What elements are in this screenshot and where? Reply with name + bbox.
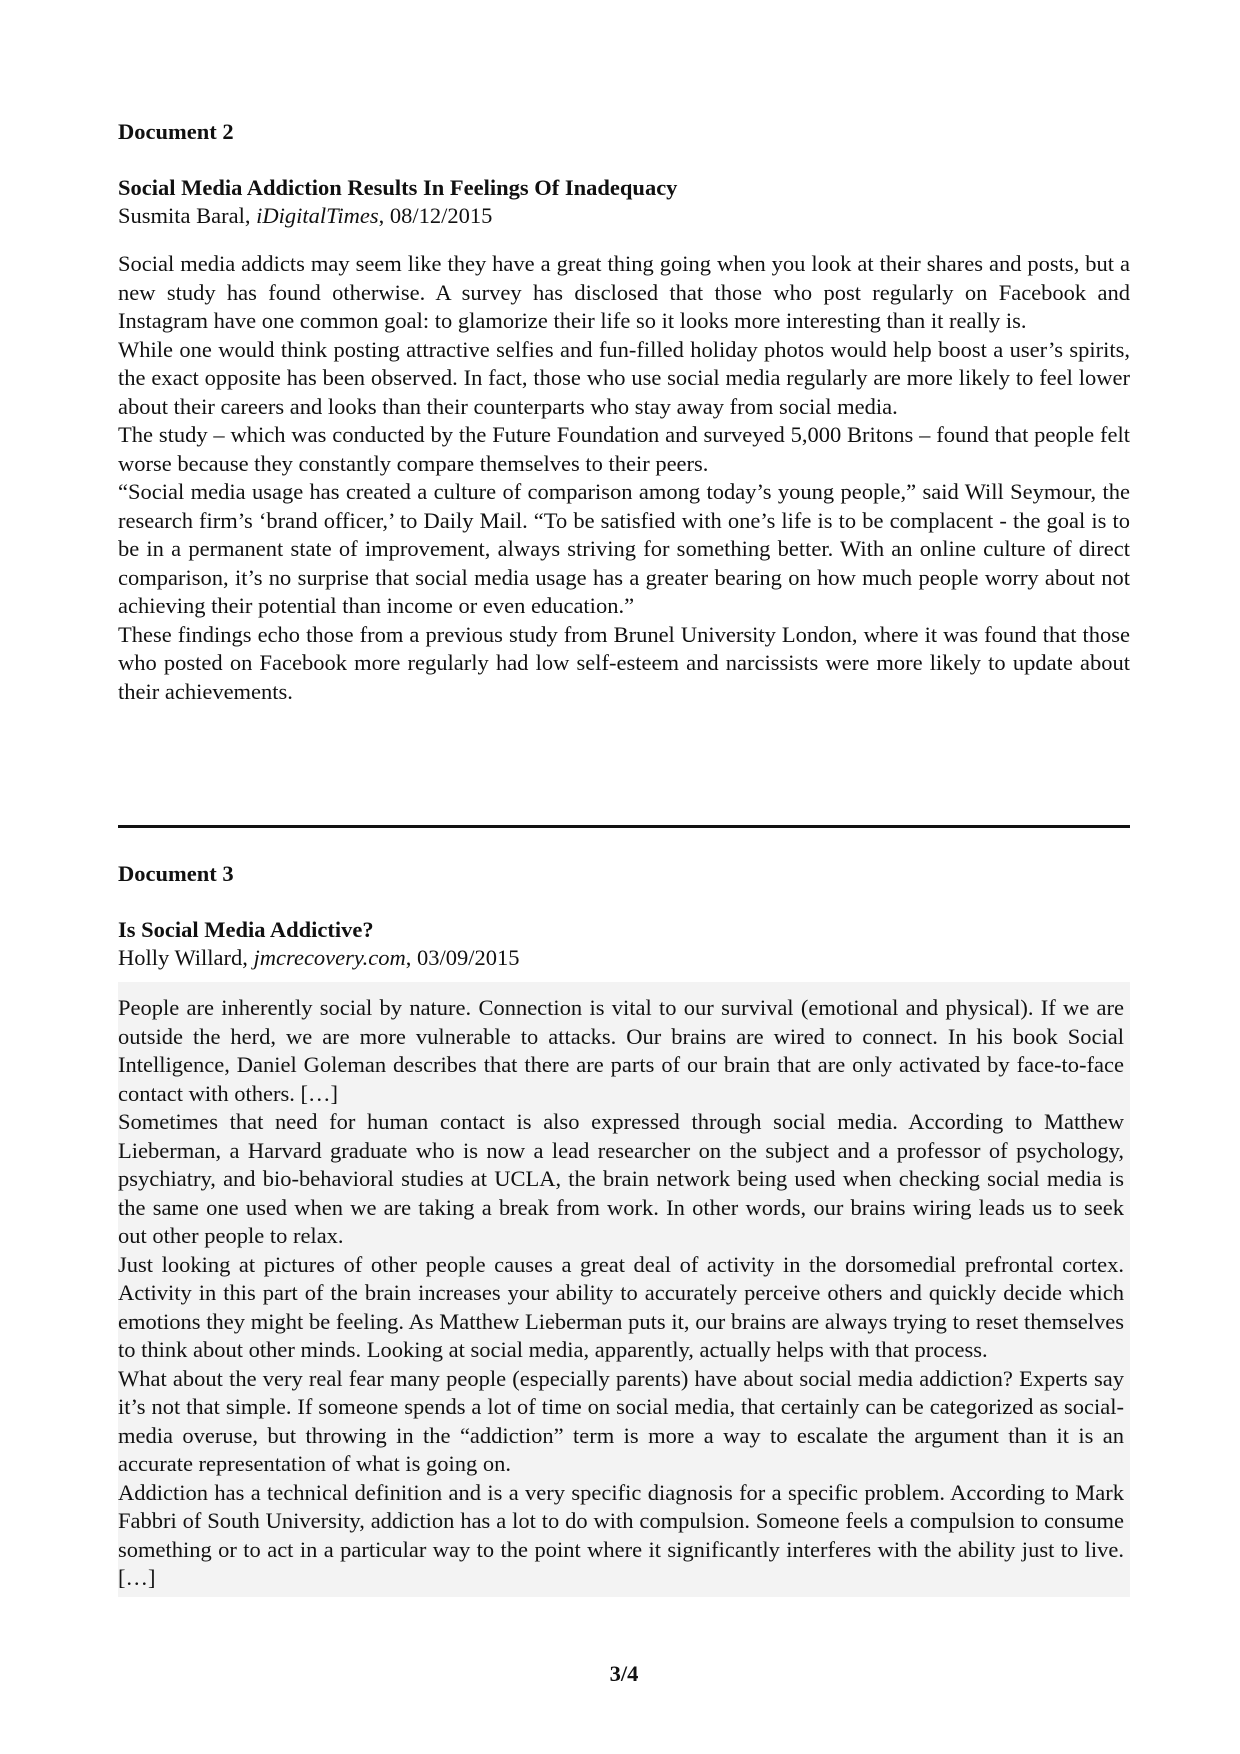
document-2-publication: iDigitalTimes [256, 203, 379, 228]
document-3-body [118, 982, 1130, 1597]
document-2-section [118, 118, 1130, 706]
document-3-author: Holly Willard, [118, 945, 254, 970]
document-3-paragraph: People are inherently social by nature. Connection is vital to our survival (emotional and physical). If we are outside the herd, we are more vulnerable to attacks. Our brains are wired to connect. In his book Social Intelligence, Daniel Goleman describes that there are parts of our brain that are only activated by face-to-face contact with others. […] [118, 995, 1124, 1106]
document-2-byline [118, 202, 1130, 230]
document-2-paragraph: While one would think posting attractive selfies and fun-filled holiday photos would help boost a user’s spirits, the exact opposite has been observed. In fact, those who use social media regularly are more likely to feel lower about their careers and looks than their counterparts who stay away from social media. [118, 336, 1130, 419]
document-2-body [118, 250, 1130, 706]
document-3-paragraph: Addiction has a technical definition and is a very specific diagnosis for a specific problem. According to Mark Fabbri of South University, addiction has a lot to do with compulsion. Someone feels a compulsion to consume something or to act in a particular way to the point where it significantly interferes with the ability just to live. […] [118, 1479, 1124, 1590]
document-3-date: , 03/09/2015 [405, 945, 520, 970]
document-3-paragraph: Sometimes that need for human contact is also expressed through social media. According to Matthew Lieberman, a Harvard graduate who is now a lead researcher on the subject and a professor of psychology, psychiatry, and bio-behavioral studies at UCLA, the brain network being used when checking social media is the same one used when we are taking a break from work. In other words, our brains wiring leads us to seek out other people to relax. [118, 1109, 1124, 1248]
document-page [118, 0, 1130, 1754]
document-3-paragraph: What about the very real fear many people (especially parents) have about social media addiction? Experts say it’s not that simple. If someone spends a lot of time on social media, that certainly can be categorized as social-media overuse, but throwing in the “addiction” term is more a way to escalate the argument than it is an accurate representation of what is going on. [118, 1365, 1124, 1476]
document-2-date: , 08/12/2015 [378, 203, 493, 228]
document-2-label: Document 2 [118, 119, 234, 144]
document-2-paragraph: Social media addicts may seem like they have a great thing going when you look at their shares and posts, but a new study has found otherwise. A survey has disclosed that those who post regularly on Facebook and Instagram have one common goal: to glamorize their life so it looks more interesting than it really is. [118, 251, 1130, 333]
document-3-paragraph: Just looking at pictures of other people causes a great deal of activity in the dorsomedial prefrontal cortex. Activity in this part of the brain increases your ability to accurately perceive others and quickly decide which emotions they might be feeling. As Matthew Lieberman puts it, our brains are always trying to reset themselves to think about other minds. Looking at social media, apparently, actually helps with that process. [118, 1251, 1124, 1362]
document-2-paragraph: The study – which was conducted by the Future Foundation and surveyed 5,000 Britons – found that people felt worse because they constantly compare themselves to their peers. [118, 422, 1130, 476]
document-2-author: Susmita Baral, [118, 203, 257, 228]
document-2-paragraph: “Social media usage has created a culture of comparison among today’s young people,” said Will Seymour, the research firm’s ‘brand officer,’ to Daily Mail. “To be satisfied with one’s life is to be complacent - the goal is to be in a permanent state of improvement, always striving for something better. With an online culture of direct comparison, it’s no surprise that social media usage has a greater bearing on how much people worry about not achieving their potential than income or even education.” [118, 479, 1130, 618]
section-divider [118, 825, 1130, 828]
document-3-publication: jmcrecovery.com [253, 945, 406, 970]
document-3-section [118, 860, 1130, 1597]
page-number: 3/4 [609, 1661, 639, 1686]
document-2-title: Social Media Addiction Results In Feelings Of Inadequacy [118, 175, 678, 200]
document-3-byline [118, 944, 1130, 972]
document-3-label: Document 3 [118, 861, 234, 886]
document-3-title: Is Social Media Addictive? [118, 917, 374, 942]
document-2-paragraph: These findings echo those from a previous study from Brunel University London, where it was found that those who posted on Facebook more regularly had low self-esteem and narcissists were more likely to update about their achievements. [118, 621, 1130, 704]
